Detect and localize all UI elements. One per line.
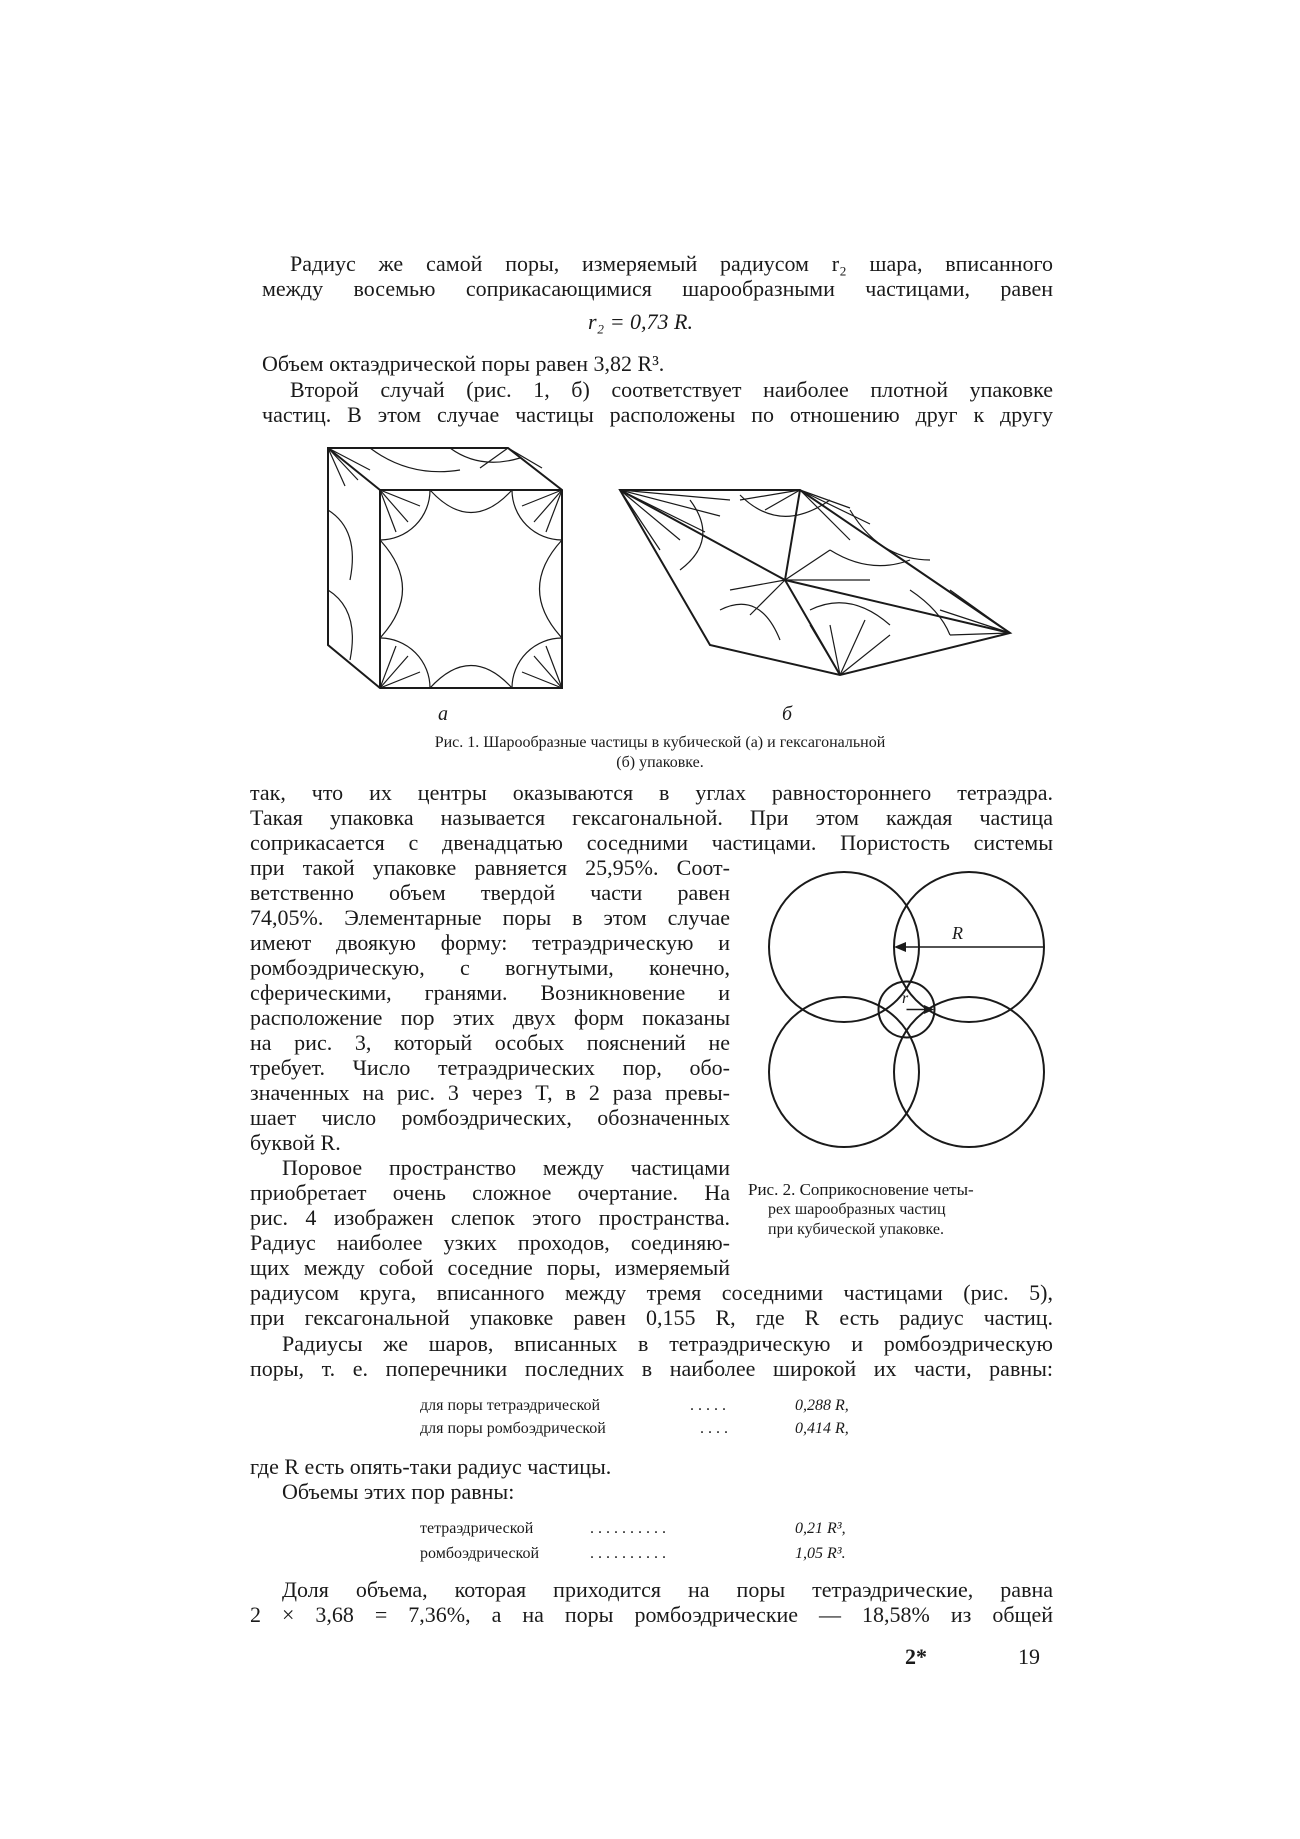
- text-line: Радиус наиболее узких проходов, соединяю-: [250, 1230, 730, 1255]
- figure-label-a: а: [438, 703, 448, 725]
- figure-label-b: б: [782, 703, 793, 725]
- list-item-label: для поры ромбоэдрической: [420, 1420, 606, 1437]
- list-item-dots: . . . . .: [690, 1397, 726, 1414]
- text-line: Доля объема, которая приходится на поры тетраэдрические, равна: [282, 1577, 1053, 1602]
- text-line: требует. Число тетраэдрических пор, обо-: [250, 1055, 730, 1080]
- list-item-value: 0,414 R,: [795, 1420, 849, 1437]
- figure-1-caption: Рис. 1. Шарообразные частицы в кубической (а) и гексагональной: [434, 734, 886, 751]
- figure-2-caption: рех шарообразных частиц: [768, 1201, 946, 1218]
- text-line: щих между собой соседние поры, измеряемый: [250, 1255, 730, 1280]
- figure-2-caption: при кубической упаковке.: [768, 1221, 944, 1238]
- signature-mark: 2*: [905, 1644, 927, 1669]
- text-line: расположение пор этих двух форм показаны: [250, 1005, 730, 1030]
- page-number: 19: [1018, 1644, 1040, 1669]
- figure-label-R: R: [952, 923, 963, 943]
- list-item-label: для поры тетраэдрической: [420, 1397, 601, 1414]
- formula: r₂ = 0,73 R.: [588, 309, 693, 334]
- text-line: 2 × 3,68 = 7,36%, а на поры ромбоэдрические — 18,58% из общей: [250, 1602, 1053, 1627]
- text-line: Радиус же самой поры, измеряемый радиусом r₂ шара, вписанного: [290, 251, 1053, 276]
- text-line: где R есть опять-таки радиус частицы.: [250, 1454, 612, 1479]
- text-line: значенных на рис. 3 через T, в 2 раза превы-: [250, 1080, 730, 1105]
- text-line: Такая упаковка называется гексагональной. При этом каждая частица: [250, 805, 1053, 830]
- particle-circle: [769, 997, 919, 1147]
- text-line: Второй случай (рис. 1, б) соответствует наиболее плотной упаковке: [290, 377, 1053, 402]
- rhombohedron-drawing: [620, 490, 1010, 675]
- text-line: поры, т. е. поперечники последних в наиболее широкой их части, равны:: [250, 1356, 1053, 1381]
- text-line: на рис. 3, который особых пояснений не: [250, 1030, 730, 1055]
- list-item-label: тетраэдрической: [420, 1520, 534, 1537]
- text-line: приобретает очень сложное очертание. На: [250, 1180, 730, 1205]
- list-item-dots: . . . . . . . . . .: [590, 1520, 666, 1537]
- text-line: сферическими, гранями. Возникновение и: [250, 980, 730, 1005]
- text-line: Радиусы же шаров, вписанных в тетраэдрическую и ромбоэдрическую: [282, 1331, 1053, 1356]
- text-line: рис. 4 изображен слепок этого пространства.: [250, 1205, 730, 1230]
- text-line: между восемью соприкасающимися шарообразными частицами, равен: [262, 276, 1053, 301]
- text-line: ромбоэдрическую, с вогнутыми, конечно,: [250, 955, 730, 980]
- text-line: ветственно объем твердой части равен: [250, 880, 730, 905]
- text-line: радиусом круга, вписанного между тремя соседними частицами (рис. 5),: [250, 1280, 1053, 1305]
- text-line: имеют двоякую форму: тетраэдрическую и: [250, 930, 730, 955]
- text-line: так, что их центры оказываются в углах равностороннего тетраэдра.: [250, 780, 1053, 805]
- figure-label-r: r: [902, 990, 909, 1007]
- list-item-dots: . . . .: [700, 1420, 728, 1437]
- list-item-value: 0,21 R³,: [795, 1520, 846, 1537]
- figure-1: [310, 440, 1030, 730]
- list-item-dots: . . . . . . . . . .: [590, 1545, 666, 1562]
- text-line: при такой упаковке равняется 25,95%. Соот-: [250, 855, 730, 880]
- figure-1-caption: (б) упаковке.: [616, 754, 704, 771]
- text-line: Поровое пространство между частицами: [282, 1155, 730, 1180]
- figure-2: [760, 865, 1050, 1157]
- text-line: соприкасается с двенадцатью соседними частицами. Пористость системы: [250, 830, 1053, 855]
- text-line: буквой R.: [250, 1130, 341, 1155]
- list-item-value: 1,05 R³.: [795, 1545, 846, 1562]
- figure-2-caption: Рис. 2. Соприкосновение четы-: [748, 1180, 974, 1199]
- particle-circle: [894, 997, 1044, 1147]
- list-item-value: 0,288 R,: [795, 1397, 849, 1414]
- text-line: Объемы этих пор равны:: [282, 1479, 515, 1504]
- text-line: 74,05%. Элементарные поры в этом случае: [250, 905, 730, 930]
- text-line: шает число ромбоэдрических, обозначенных: [250, 1105, 730, 1130]
- list-item-label: ромбоэдрической: [420, 1545, 540, 1562]
- text-line: частиц. В этом случае частицы расположены по отношению друг к другу: [262, 402, 1053, 427]
- text-line: при гексагональной упаковке равен 0,155 R, где R есть радиус частиц.: [250, 1305, 1053, 1330]
- cube-drawing: [328, 448, 562, 688]
- text-line: Объем октаэдрической поры равен 3,82 R³.: [262, 351, 665, 376]
